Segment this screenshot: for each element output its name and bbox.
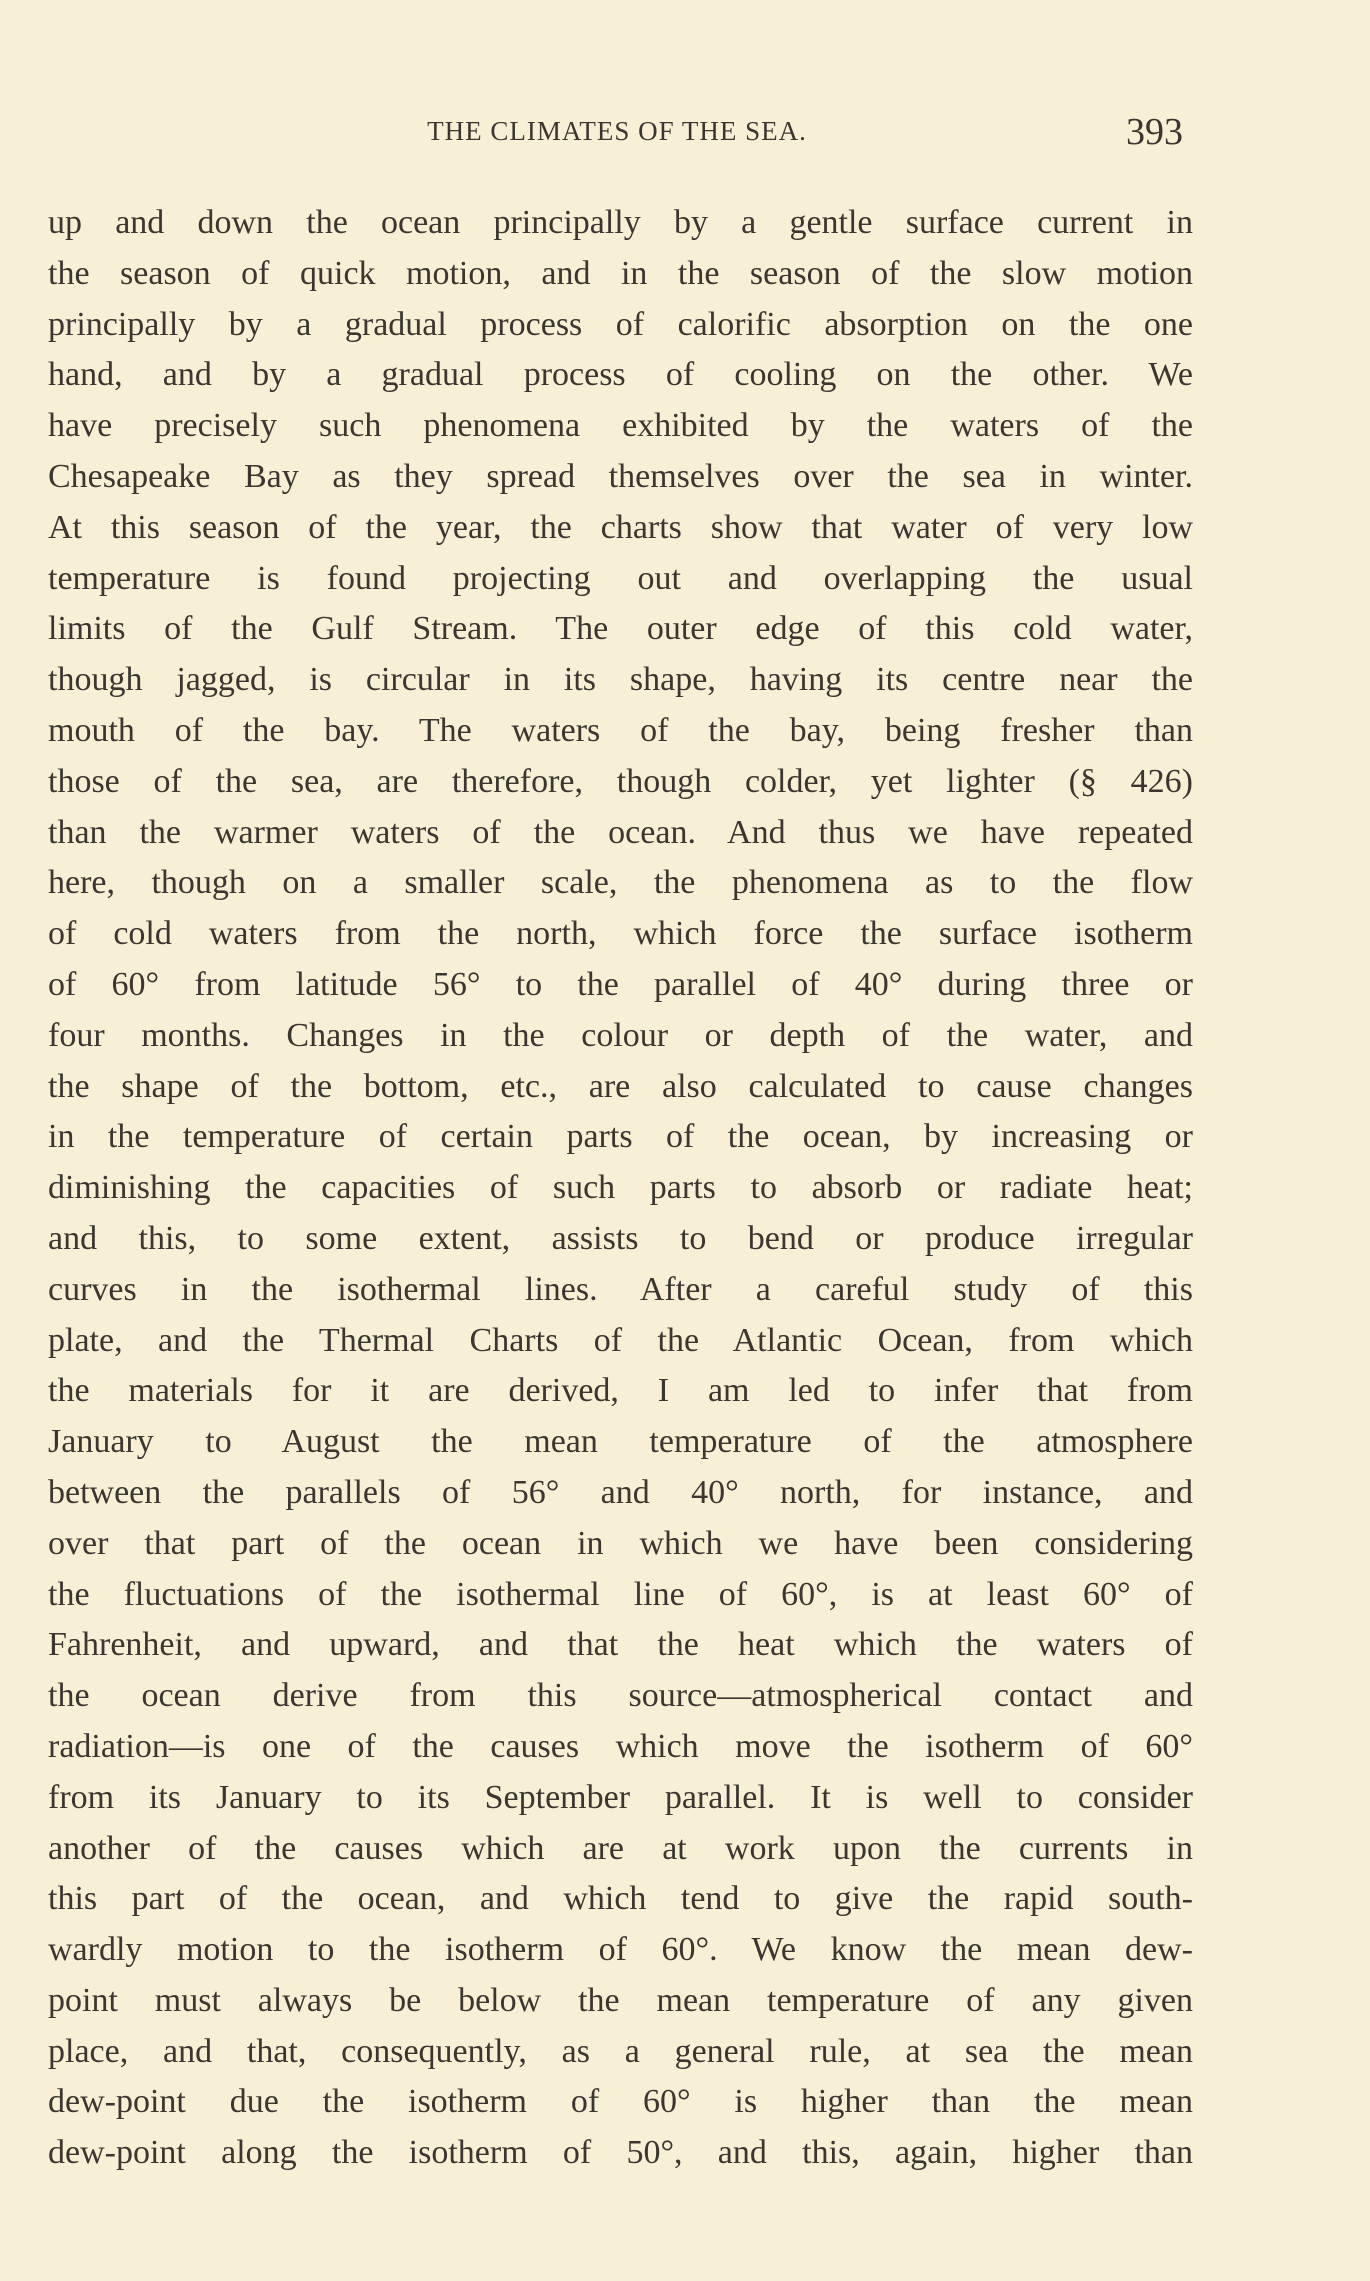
text-line: those of the sea, are therefore, though colder, yet lighter (§ 426)	[48, 762, 1193, 800]
text-line: over that part of the ocean in which we have been considering	[48, 1524, 1193, 1562]
text-line: the season of quick motion, and in the season of the slow motion	[48, 254, 1193, 292]
text-line: hand, and by a gradual process of cooling on the other. We	[48, 356, 1193, 394]
text-line: in the temperature of certain parts of the ocean, by increasing or	[48, 1118, 1193, 1156]
text-line: of 60° from latitude 56° to the parallel of 40° during three or	[48, 965, 1193, 1003]
text-line: point must always be below the mean temperature of any given	[48, 1981, 1193, 2019]
text-line: have precisely such phenomena exhibited by the waters of the	[48, 407, 1193, 445]
text-line: between the parallels of 56° and 40° north, for instance, and	[48, 1473, 1193, 1511]
text-line: wardly motion to the isotherm of 60°. We know the mean dew-	[48, 1931, 1193, 1969]
text-line: dew-point along the isotherm of 50°, and this, again, higher than	[48, 2134, 1193, 2172]
text-line: January to August the mean temperature of the atmosphere	[48, 1423, 1193, 1461]
text-line: place, and that, consequently, as a general rule, at sea the mean	[48, 2032, 1193, 2070]
text-line: than the warmer waters of the ocean. And thus we have repeated	[48, 813, 1193, 851]
text-line: the fluctuations of the isothermal line of 60°, is at least 60° of	[48, 1575, 1193, 1613]
page-number: 393	[1126, 111, 1183, 153]
text-line: diminishing the capacities of such parts to absorb or radiate heat;	[48, 1169, 1193, 1207]
text-line: plate, and the Thermal Charts of the Atlantic Ocean, from which	[48, 1321, 1193, 1359]
text-line: Chesapeake Bay as they spread themselves over the sea in winter.	[48, 457, 1193, 495]
text-line: the ocean derive from this source—atmospherical contact and	[48, 1677, 1193, 1715]
text-line: mouth of the bay. The waters of the bay, being fresher than	[48, 711, 1193, 749]
text-line: the shape of the bottom, etc., are also calculated to cause changes	[48, 1067, 1193, 1105]
text-line: of cold waters from the north, which force the surface isotherm	[48, 915, 1193, 953]
text-line: principally by a gradual process of calorific absorption on the one	[48, 305, 1193, 343]
text-line: curves in the isothermal lines. After a careful study of this	[48, 1270, 1193, 1308]
running-title: THE CLIMATES OF THE SEA.	[427, 116, 807, 146]
text-line: limits of the Gulf Stream. The outer edge of this cold water,	[48, 610, 1193, 648]
body-text	[48, 198, 1193, 2179]
page-header	[0, 112, 1370, 156]
text-line: At this season of the year, the charts show that water of very low	[48, 508, 1193, 546]
text-line: radiation—is one of the causes which move the isotherm of 60°	[48, 1727, 1193, 1765]
text-line: the materials for it are derived, I am led to infer that from	[48, 1372, 1193, 1410]
text-line: here, though on a smaller scale, the phenomena as to the flow	[48, 864, 1193, 902]
text-line: from its January to its September parallel. It is well to consider	[48, 1778, 1193, 1816]
text-line: another of the causes which are at work upon the currents in	[48, 1829, 1193, 1867]
text-line: and this, to some extent, assists to bend or produce irregular	[48, 1219, 1193, 1257]
text-line: four months. Changes in the colour or depth of the water, and	[48, 1016, 1193, 1054]
text-line: up and down the ocean principally by a gentle surface current in	[48, 204, 1193, 241]
text-line: though jagged, is circular in its shape, having its centre near the	[48, 661, 1193, 699]
text-line: temperature is found projecting out and overlapping the usual	[48, 559, 1193, 597]
text-line: dew-point due the isotherm of 60° is higher than the mean	[48, 2083, 1193, 2121]
text-line: Fahrenheit, and upward, and that the heat which the waters of	[48, 1626, 1193, 1664]
text-line: this part of the ocean, and which tend to give the rapid south-	[48, 1880, 1193, 1918]
